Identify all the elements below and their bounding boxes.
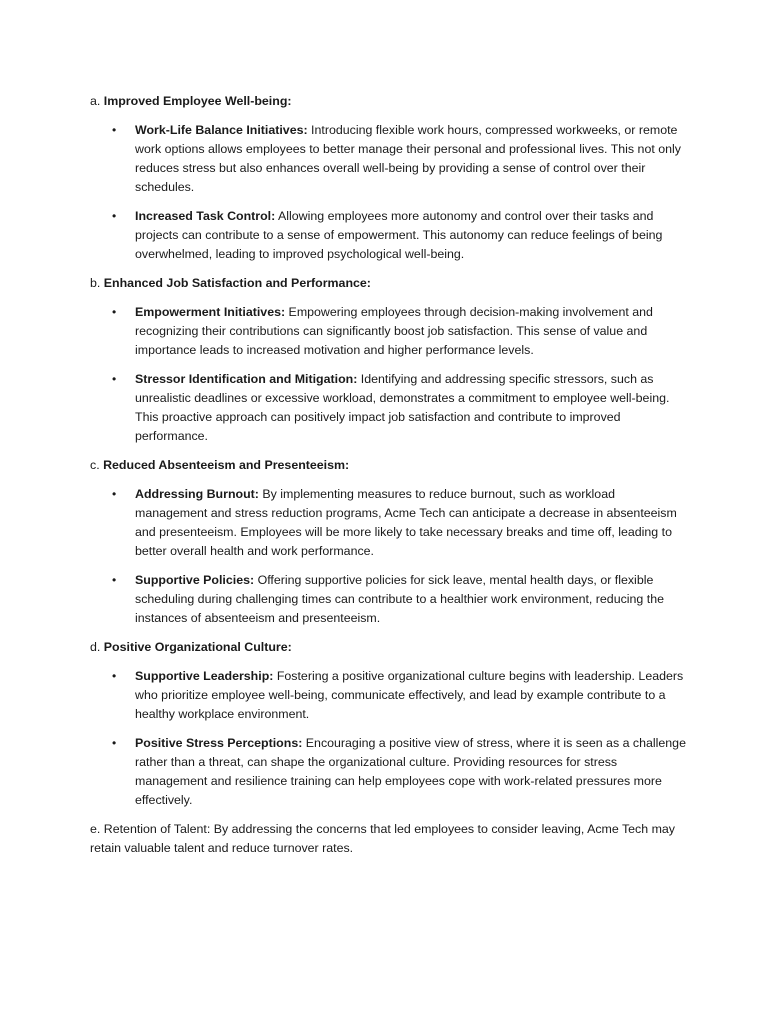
item-term: Increased Task Control: [135, 209, 276, 223]
section-prefix: d. [90, 640, 104, 654]
bullet-list [90, 667, 690, 810]
item-text: Encouraging a positive view of stress, where it is seen as a challenge rather than a threat, can shape the organizational culture. Providing resources for stress management and resilience training can help employees cope with work-related pressures more effectively. [135, 736, 686, 807]
item-text: Empowering employees through decision-making involvement and recognizing their contributions can significantly boost job satisfaction. This sense of value and importance leads to increased motivation and higher performance levels. [135, 305, 653, 357]
closing-paragraph: e. Retention of Talent: By addressing the concerns that led employees to consider leaving, Acme Tech may retain valuable talent and reduce turnover rates. [90, 822, 675, 855]
section-title: Reduced Absenteeism and Presenteeism: [103, 458, 350, 472]
section-heading [90, 274, 690, 293]
item-text: Fostering a positive organizational culture begins with leadership. Leaders who prioritize employee well-being, communicate effectively, and lead by example contribute to a healthy workplace environment. [135, 669, 684, 721]
list-item [90, 121, 690, 197]
bullet-icon: • [112, 305, 117, 319]
section-title: Enhanced Job Satisfaction and Performance: [103, 276, 371, 290]
bullet-icon: • [112, 736, 117, 750]
list-item [90, 303, 690, 360]
bullet-icon: • [112, 487, 117, 501]
bullet-list [90, 121, 690, 264]
item-term: Empowerment Initiatives: [135, 305, 286, 319]
document-body [90, 92, 690, 858]
item-text: Identifying and addressing specific stressors, such as unrealistic deadlines or excessive workload, demonstrates a commitment to employee well-being. This proactive approach can positively impact job satisfaction and contribute to improved performance. [135, 372, 670, 443]
section-prefix: a. [90, 94, 104, 108]
list-item [90, 734, 690, 810]
item-term: Positive Stress Perceptions: [135, 736, 303, 750]
item-text: By implementing measures to reduce burnout, such as workload management and stress reduction programs, Acme Tech can anticipate a decrease in absenteeism and presenteeism. Employees will be more likely to take necessary breaks and time off, leading to better overall health and work performance. [135, 487, 677, 558]
section-d [90, 638, 690, 810]
section-b [90, 274, 690, 446]
section-title: Positive Organizational Culture: [103, 640, 292, 654]
item-term: Stressor Identification and Mitigation: [135, 372, 358, 386]
section-c [90, 456, 690, 628]
bullet-list [90, 485, 690, 628]
item-term: Work-Life Balance Initiatives: [135, 123, 308, 137]
section-heading [90, 92, 690, 111]
item-term: Supportive Policies: [135, 573, 255, 587]
list-item [90, 207, 690, 264]
item-text: Offering supportive policies for sick leave, mental health days, or flexible scheduling during challenging times can contribute to a healthier work environment, reducing the instances of absenteeism and presenteeism. [135, 573, 664, 625]
item-text: Allowing employees more autonomy and control over their tasks and projects can contribute to a sense of empowerment. This autonomy can reduce feelings of being overwhelmed, leading to improved psychological well-being. [135, 209, 663, 261]
bullet-icon: • [112, 372, 117, 386]
section-heading [90, 456, 690, 475]
list-item [90, 370, 690, 446]
list-item [90, 485, 690, 561]
bullet-icon: • [112, 209, 117, 223]
section-a [90, 92, 690, 264]
item-term: Supportive Leadership: [135, 669, 274, 683]
section-title: Improved Employee Well-being: [103, 94, 292, 108]
item-text: Introducing flexible work hours, compressed workweeks, or remote work options allows employees to better manage their personal and professional lives. This not only reduces stress but also enhances overall well-being by providing a sense of control over their schedules. [135, 123, 681, 194]
bullet-icon: • [112, 573, 117, 587]
section-heading [90, 638, 690, 657]
bullet-icon: • [112, 123, 117, 137]
list-item [90, 571, 690, 628]
bullet-icon: • [112, 669, 117, 683]
item-term: Addressing Burnout: [135, 487, 259, 501]
bullet-list [90, 303, 690, 446]
section-prefix: c. [90, 458, 104, 472]
list-item [90, 667, 690, 724]
section-prefix: b. [90, 276, 104, 290]
